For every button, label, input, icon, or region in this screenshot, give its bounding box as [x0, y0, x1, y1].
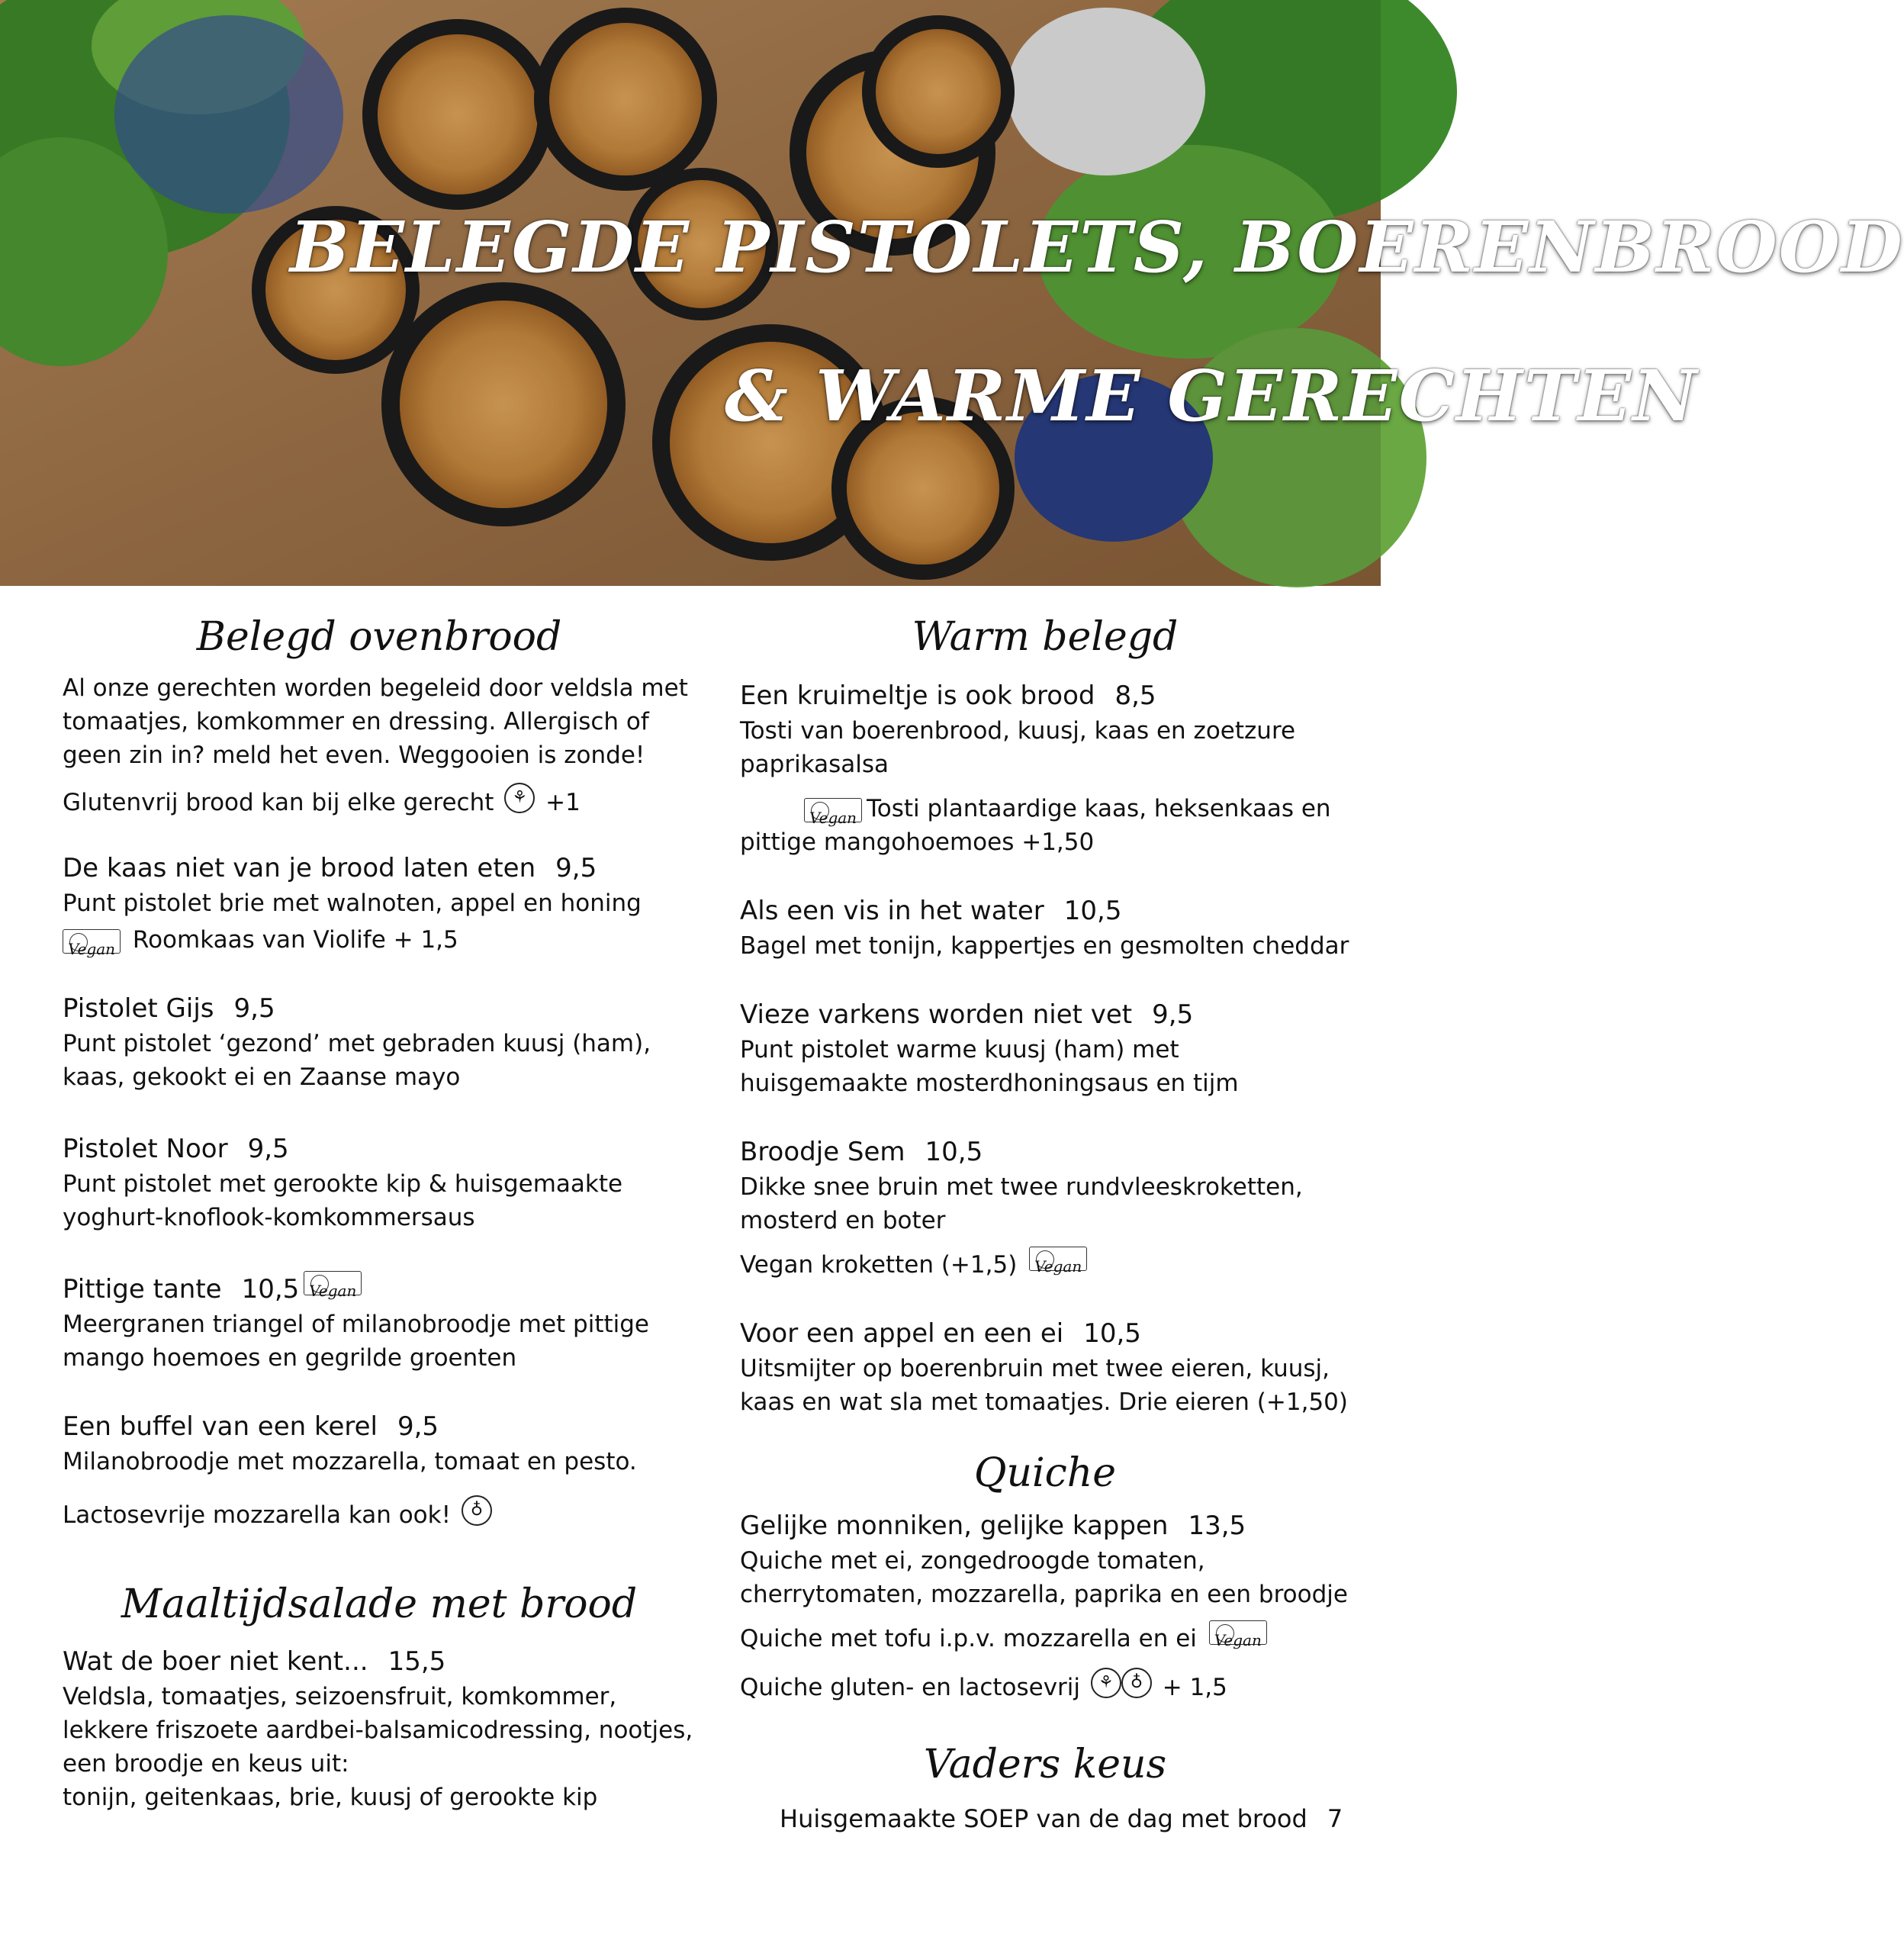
item-title: Wat de boer niet kent...	[63, 1646, 368, 1677]
section-heading-belegd: Belegd ovenbrood	[196, 614, 562, 660]
item-extra: Lactosevrije mozzarella kan ook!	[63, 1501, 452, 1529]
menu-item	[63, 1131, 696, 1234]
item-desc: Veldsla, tomaatjes, seizoensfruit, komkommer, lekkere friszoete aardbei-balsamicodressing, nootjes, een broodje en keus uit:	[63, 1683, 693, 1778]
item-price: 10,5	[1083, 1318, 1141, 1349]
menu-item	[740, 1134, 1350, 1282]
wheat-icon: ⚘	[504, 783, 535, 813]
item-title: Broodje Sem	[740, 1137, 905, 1167]
item-extra: Tosti plantaardige kaas, heksenkaas en pittige mangohoemoes +1,50	[740, 795, 1331, 856]
item-title: Een kruimeltje is ook brood	[740, 680, 1095, 711]
item-title: De kaas niet van je brood laten eten	[63, 853, 536, 883]
milk-bottle-icon: ♁	[1121, 1668, 1152, 1698]
item-desc: Punt pistolet brie met walnoten, appel en honing	[63, 890, 642, 917]
item-title: Pistolet Gijs	[63, 993, 214, 1024]
gluten-note-price: +1	[545, 789, 581, 816]
item-price: 9,5	[1152, 999, 1194, 1030]
item-desc: Uitsmijter op boerenbruin met twee eieren, kuusj, kaas en wat sla met tomaatjes. Drie eieren (+1,50)	[740, 1355, 1348, 1416]
menu-item	[740, 1507, 1350, 1704]
quiche-free-price: + 1,5	[1162, 1674, 1227, 1701]
soup-line	[780, 1800, 1350, 1837]
gluten-note-text: Glutenvrij brood kan bij elke gerecht	[63, 789, 494, 816]
soup-text: Huisgemaakte SOEP van de dag met brood	[780, 1804, 1307, 1833]
item-price: 9,5	[555, 853, 597, 883]
item-title: Een buffel van een kerel	[63, 1411, 378, 1442]
item-title: Pittige tante	[63, 1274, 222, 1305]
menu-item	[63, 850, 696, 957]
right-column	[740, 610, 1350, 1837]
milk-bottle-icon: ♁	[462, 1495, 492, 1526]
menu-item	[740, 1315, 1350, 1419]
hero-photo	[0, 0, 1904, 586]
item-desc: Dikke snee bruin met twee rundvleeskroketten, mosterd en boter	[740, 1173, 1303, 1234]
item-title: Voor een appel en een ei	[740, 1318, 1064, 1349]
item-choices: tonijn, geitenkaas, brie, kuusj of gerookte kip	[63, 1784, 598, 1811]
item-title: Pistolet Noor	[63, 1134, 228, 1164]
item-desc: Tosti van boerenbrood, kuusj, kaas en zoetzure paprikasalsa	[740, 717, 1296, 778]
vegan-icon: Vegan	[1209, 1620, 1267, 1645]
item-price: 9,5	[247, 1134, 289, 1164]
section-heading-vaders: Vaders keus	[923, 1742, 1167, 1787]
item-price: 8,5	[1114, 680, 1156, 711]
wheat-icon: ⚘	[1091, 1668, 1121, 1698]
item-price: 10,5	[1063, 896, 1122, 926]
menu-item	[740, 893, 1350, 963]
item-title: Vieze varkens worden niet vet	[740, 999, 1133, 1030]
item-desc: Punt pistolet met gerookte kip & huisgemaakte yoghurt-knoflook-komkommersaus	[63, 1170, 623, 1231]
hero-title-line1: BELEGDE PISTOLETS, BOERENBROOD	[290, 206, 1904, 288]
item-price: 9,5	[397, 1411, 439, 1442]
vegan-icon: Vegan	[304, 1271, 362, 1295]
item-price: 15,5	[388, 1646, 446, 1677]
item-price: 10,5	[241, 1274, 300, 1305]
left-column	[63, 610, 696, 1814]
item-desc: Quiche met ei, zongedroogde tomaten, cherrytomaten, mozzarella, paprika en een broodje	[740, 1547, 1348, 1608]
item-title: Als een vis in het water	[740, 896, 1044, 926]
item-desc: Bagel met tonijn, kappertjes en gesmolten cheddar	[740, 932, 1349, 960]
intro-text: Al onze gerechten worden begeleid door veldsla met tomaatjes, komkommer en dressing. Allergisch of geen zin in? meld het even. Weggooien is zonde!	[63, 674, 688, 769]
vegan-icon: Vegan	[1029, 1247, 1087, 1271]
item-desc: Milanobroodje met mozzarella, tomaat en pesto.	[63, 1448, 637, 1475]
section-heading-warm: Warm belegd	[912, 614, 1179, 660]
quiche-free: Quiche gluten- en lactosevrij	[740, 1674, 1081, 1701]
menu-item	[63, 1271, 696, 1375]
hero-title-line2: & WARME GERECHTEN	[725, 355, 1699, 437]
item-desc: Punt pistolet ‘gezond’ met gebraden kuusj (ham), kaas, gekookt ei en Zaanse mayo	[63, 1030, 651, 1091]
menu-item	[63, 1408, 696, 1532]
gluten-note	[63, 786, 696, 819]
menu-item	[740, 996, 1350, 1100]
item-price: 10,5	[925, 1137, 983, 1167]
vegan-icon: Vegan	[63, 929, 121, 954]
soup-price: 7	[1327, 1804, 1343, 1833]
quiche-tofu: Quiche met tofu i.p.v. mozzarella en ei	[740, 1625, 1197, 1652]
item-extra: Vegan kroketten (+1,5)	[740, 1251, 1018, 1279]
item-desc: Punt pistolet warme kuusj (ham) met huisgemaakte mosterdhoningsaus en tijm	[740, 1036, 1239, 1097]
item-title: Gelijke monniken, gelijke kappen	[740, 1511, 1169, 1541]
menu-item	[63, 1643, 696, 1814]
item-desc: Meergranen triangel of milanobroodje met pittige mango hoemoes en gegrilde groenten	[63, 1311, 650, 1372]
menu-item	[740, 677, 1350, 859]
section-heading-quiche: Quiche	[973, 1450, 1117, 1496]
item-price: 13,5	[1188, 1511, 1246, 1541]
item-extra: Roomkaas van Violife + 1,5	[132, 926, 458, 954]
hero-banner	[0, 0, 1904, 586]
section-heading-salade: Maaltijdsalade met brood	[121, 1581, 638, 1627]
menu-item	[63, 990, 696, 1094]
vegan-icon: Vegan	[804, 798, 862, 822]
item-price: 9,5	[233, 993, 275, 1024]
